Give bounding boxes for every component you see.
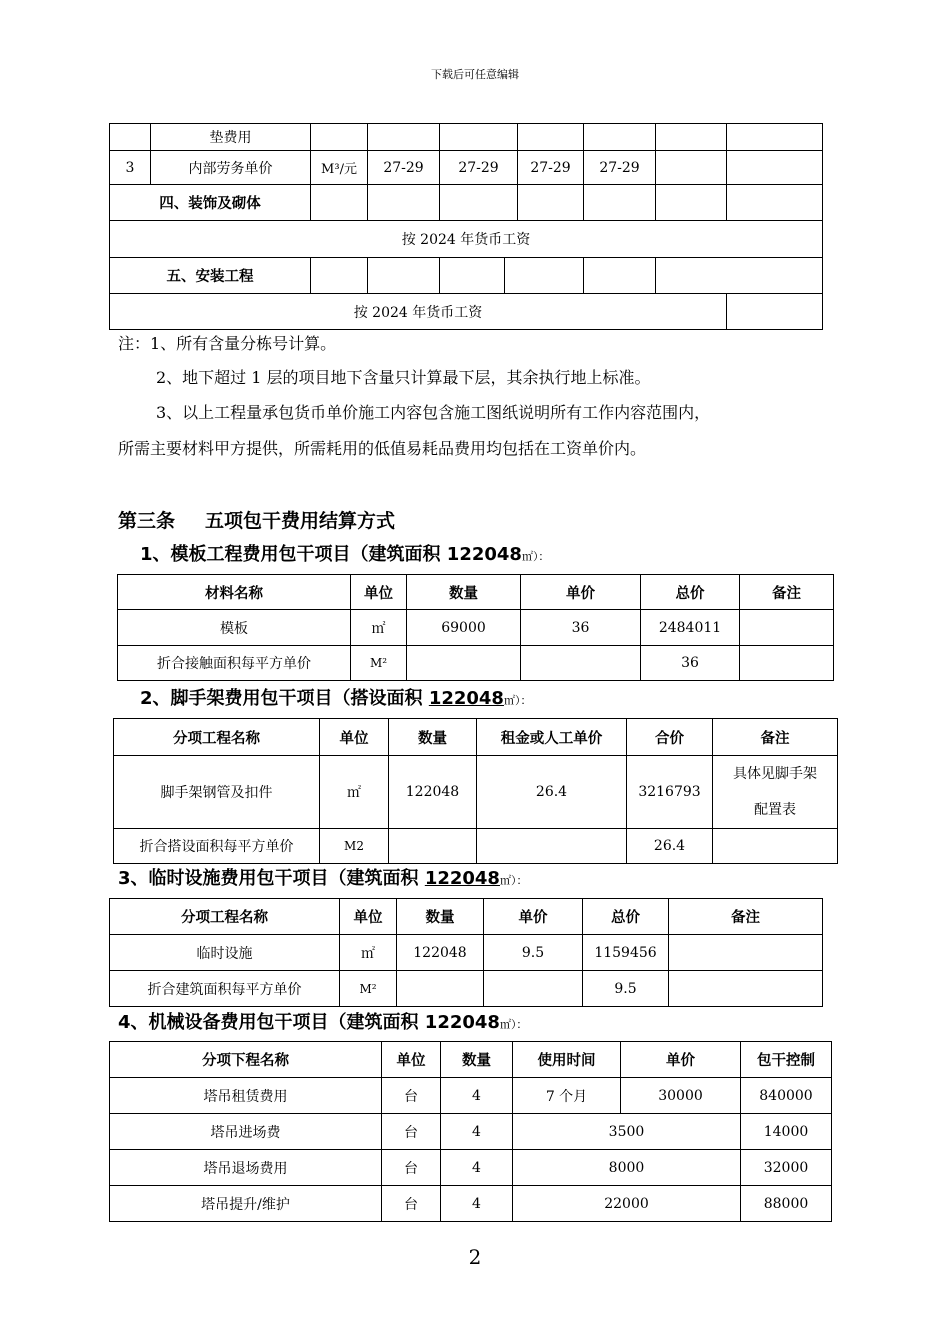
table-cell: 22000	[513, 1186, 741, 1222]
column-header: 总价	[641, 575, 740, 610]
table-cell: 8000	[513, 1150, 741, 1186]
table-cell: 26.4	[627, 829, 713, 864]
column-header: 分项下程名称	[110, 1042, 382, 1078]
section-heading-cell: 四、装饰及砌体	[110, 185, 311, 221]
table-cell: 内部劳务单价	[151, 151, 311, 185]
table-cell: M2	[320, 829, 389, 864]
column-header: 使用时间	[513, 1042, 621, 1078]
note-1: 注：1、所有含量分栋号计算。	[118, 334, 337, 353]
table-cell: 4	[441, 1186, 513, 1222]
table-cell: M²	[351, 646, 407, 681]
table-cell: ㎡	[351, 610, 407, 646]
table-cell: 4	[441, 1078, 513, 1114]
column-header: 单价	[484, 899, 583, 935]
column-header: 备注	[740, 575, 834, 610]
table-cell	[669, 935, 823, 971]
table-cell: 88000	[741, 1186, 832, 1222]
table-cell: ㎡	[320, 756, 389, 829]
table-cell: 脚手架钢管及扣件	[114, 756, 320, 829]
table-cell: 26.4	[477, 756, 627, 829]
column-header: 租金或人工单价	[477, 719, 627, 756]
section-3-heading: 3、临时设施费用包干项目（建筑面积 122048㎡）：	[118, 868, 528, 889]
column-header: 包干控制	[741, 1042, 832, 1078]
table-cell: 折合接触面积每平方单价	[118, 646, 351, 681]
note-2: 2、地下超过 1 层的项目地下含量只计算最下层，其余执行地上标准。	[156, 368, 651, 387]
article-number: 第三条	[118, 510, 176, 532]
table-cell	[477, 829, 627, 864]
table-cell	[521, 646, 641, 681]
table-cell: 塔吊退场费用	[110, 1150, 382, 1186]
table-cell: M³/元	[311, 151, 368, 185]
table-cell: 9.5	[484, 935, 583, 971]
table-note-cell: 按 2024 年货币工资	[110, 221, 823, 258]
table-cell: 塔吊提升/维护	[110, 1186, 382, 1222]
table-cell: 9.5	[583, 971, 669, 1007]
table-cell: 塔吊租赁费用	[110, 1078, 382, 1114]
table-cell: 台	[382, 1078, 441, 1114]
column-header: 单位	[382, 1042, 441, 1078]
column-header: 合价	[627, 719, 713, 756]
column-header: 总价	[583, 899, 669, 935]
labor-cost-table	[109, 123, 823, 330]
table-cell: 7 个月	[513, 1078, 621, 1114]
table-note-cell: 按 2024 年货币工资	[110, 294, 727, 330]
table-cell	[740, 610, 834, 646]
table-cell: 台	[382, 1114, 441, 1150]
column-header: 单价	[521, 575, 641, 610]
table-cell: M²	[340, 971, 397, 1007]
table-cell: 具体见脚手架 配置表	[713, 756, 838, 829]
table-cell: 27-29	[584, 151, 656, 185]
section-heading-cell: 五、安装工程	[110, 258, 311, 294]
table-cell	[397, 971, 484, 1007]
table-cell	[484, 971, 583, 1007]
column-header: 单价	[621, 1042, 741, 1078]
article-subtitle: 五项包干费用结算方式	[205, 510, 396, 532]
scaffolding-table	[113, 718, 838, 864]
column-header: 数量	[441, 1042, 513, 1078]
section-1-heading: 1、模板工程费用包干项目（建筑面积 122048㎡）：	[140, 544, 550, 565]
table-cell: 2484011	[641, 610, 740, 646]
table-cell: 27-29	[518, 151, 584, 185]
table-cell: 14000	[741, 1114, 832, 1150]
table-cell: 69000	[407, 610, 521, 646]
table-cell: 模板	[118, 610, 351, 646]
column-header: 分项工程名称	[110, 899, 340, 935]
table-cell: 折合建筑面积每平方单价	[110, 971, 340, 1007]
table-cell: 27-29	[368, 151, 440, 185]
column-header: 备注	[713, 719, 838, 756]
table-cell: 台	[382, 1150, 441, 1186]
page-number: 2	[468, 1245, 482, 1269]
column-header: 分项工程名称	[114, 719, 320, 756]
section-2-heading: 2、脚手架费用包干项目（搭设面积 122048㎡）：	[140, 688, 532, 709]
table-cell: 临时设施	[110, 935, 340, 971]
table-cell: 36	[641, 646, 740, 681]
machinery-table	[109, 1041, 832, 1222]
table-cell: 3216793	[627, 756, 713, 829]
temporary-facilities-table	[109, 898, 823, 1007]
column-header: 备注	[669, 899, 823, 935]
note-3a: 3、以上工程量承包货币单价施工内容包含施工图纸说明所有工作内容范围内，	[156, 403, 711, 422]
table-cell: 垫费用	[151, 124, 311, 151]
table-cell: 30000	[621, 1078, 741, 1114]
table-cell: 27-29	[440, 151, 518, 185]
table-cell: 122048	[389, 756, 477, 829]
table-cell: 3500	[513, 1114, 741, 1150]
formwork-table	[117, 574, 834, 681]
table-cell	[669, 971, 823, 1007]
page-header: 下载后可任意编辑	[431, 68, 519, 81]
table-cell: 32000	[741, 1150, 832, 1186]
table-cell: 4	[441, 1150, 513, 1186]
column-header: 单位	[340, 899, 397, 935]
note-3b: 所需主要材料甲方提供，所需耗用的低值易耗品费用均包括在工资单价内。	[118, 439, 647, 458]
table-cell: 台	[382, 1186, 441, 1222]
section-4-heading: 4、机械设备费用包干项目（建筑面积 122048㎡）：	[118, 1012, 528, 1033]
table-cell	[713, 829, 838, 864]
column-header: 单位	[351, 575, 407, 610]
table-cell: 4	[441, 1114, 513, 1150]
column-header: 数量	[389, 719, 477, 756]
table-cell: 840000	[741, 1078, 832, 1114]
table-cell	[740, 646, 834, 681]
table-cell: 3	[110, 151, 151, 185]
table-cell: ㎡	[340, 935, 397, 971]
article-heading	[118, 506, 395, 533]
table-cell: 塔吊进场费	[110, 1114, 382, 1150]
table-cell: 36	[521, 610, 641, 646]
column-header: 数量	[397, 899, 484, 935]
column-header: 单位	[320, 719, 389, 756]
table-cell	[407, 646, 521, 681]
table-cell	[389, 829, 477, 864]
column-header: 数量	[407, 575, 521, 610]
table-cell: 折合搭设面积每平方单价	[114, 829, 320, 864]
column-header: 材料名称	[118, 575, 351, 610]
table-cell: 122048	[397, 935, 484, 971]
table-cell: 1159456	[583, 935, 669, 971]
